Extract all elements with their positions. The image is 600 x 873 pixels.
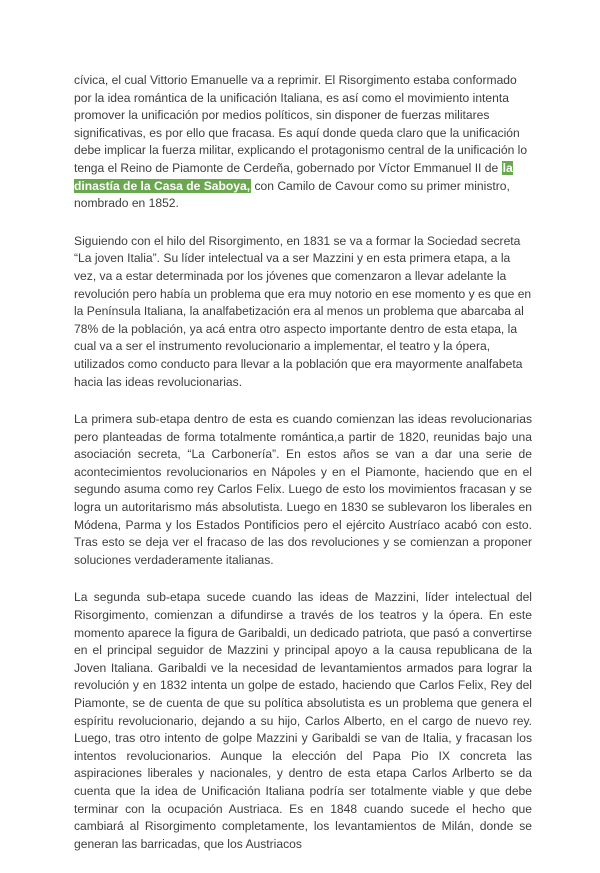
paragraph-1-text: cívica, el cual Vittorio Emanuelle va a reprimir. El Risorgimento estaba conformado por la idea romántica de la unificación Italiana, es así como el movimiento intenta promover la unificación por medios políticos, sin disponer de fuerzas militares significativas, es por ello que fracasa. Es aquí donde queda claro que la unificación debe implicar la fuerza militar, explicando el protagonismo central de la unificación lo tenga el Reino de Piamonte de Cerdeña, gobernado por Víctor Emmanuel II de bbox=[74, 73, 528, 175]
paragraph-3: La primera sub-etapa dentro de esta es cuando comienzan las ideas revolucionarias pero planteadas de forma totalmente romántica,a partir de 1820, reunidas bajo una asociación secreta, “La Carbonería”. En estos años se van a dar una serie de acontecimientos revolucionarios en Nápoles y en el Piamonte, haciendo que en el segundo asuma como rey Carlos Felix. Luego de esto los movimientos fracasan y se logra un autoritarismo más absolutista. Luego en 1830 se sublevaron los liberales en Módena, Parma y los Estados Pontificios pero el ejército Austríaco acabó con esto. Tras esto se deja ver el fracaso de las dos revoluciones y se comienzan a proponer soluciones verdaderamente italianas. bbox=[74, 412, 532, 567]
paragraph-1-text-end: con Camilo de Cavour como su primer ministro, nombrado en 1852. bbox=[74, 178, 510, 211]
paragraph-2: Siguiendo con el hilo del Risorgimento, en 1831 se va a formar la Sociedad secreta “La joven Italia”. Su líder intelectual va a ser Mazzini y en esta primera etapa, a la vez, va a estar determinada por los jóvenes que comenzaron a llevar adelante la revolución pero había un problema que era muy notorio en ese momento y es que en la Península Italiana, la analfabetización era al menos un problema que abarcaba al 78% de la población, ya acá entra otro aspecto importante dentro de esta etapa, la cual va a ser el instrumento revolucionario a implementar, el teatro y la ópera, utilizados como conducto para llevar a la población que era mayormente analfabeta hacia las ideas revolucionarias. bbox=[74, 233, 532, 389]
paragraph-4: La segunda sub-etapa sucede cuando las ideas de Mazzini, líder intelectual del Risorgimento, comienzan a difundirse a través de los teatros y la ópera. En este momento aparece la figura de Garibaldi, un dedicado patriota, que pasó a convertirse en el principal seguidor de Mazzini y principal apoyo a la causa republicana de la Joven Italiana. Garibaldi ve la necesidad de levantamientos armados para lograr la revolución y en 1832 intenta un golpe de estado, haciendo que Carlos Felix, Rey del Piamonte, se de cuenta de que su política absolutista es un problema que genera el espíritu revolucionario, dejando a su hijo, Carlos Alberto, en el cargo de nuevo rey. Luego, tras otro intento de golpe Mazzini y Garibaldi se van de Italia, y fracasan los intentos revolucionarios. Aunque la elección del Papa Pio IX concreta las aspiraciones liberales y nacionales, y dentro de esta etapa Carlos Arlberto se da cuenta que la idea de Unificación Italiana podría ser totalmente viable y que debe terminar con la ocupación Austriaca. Es en 1848 cuando sucede el hecho que cambiará al Risorgimento completamente, los levantamientos de Milán, donde se generan las barricadas, que los Austriacos bbox=[74, 590, 532, 851]
paragraph-1 bbox=[74, 72, 532, 213]
highlighted-text: la dinastía de la Casa de Saboya, bbox=[74, 160, 513, 193]
document-body bbox=[74, 72, 532, 873]
